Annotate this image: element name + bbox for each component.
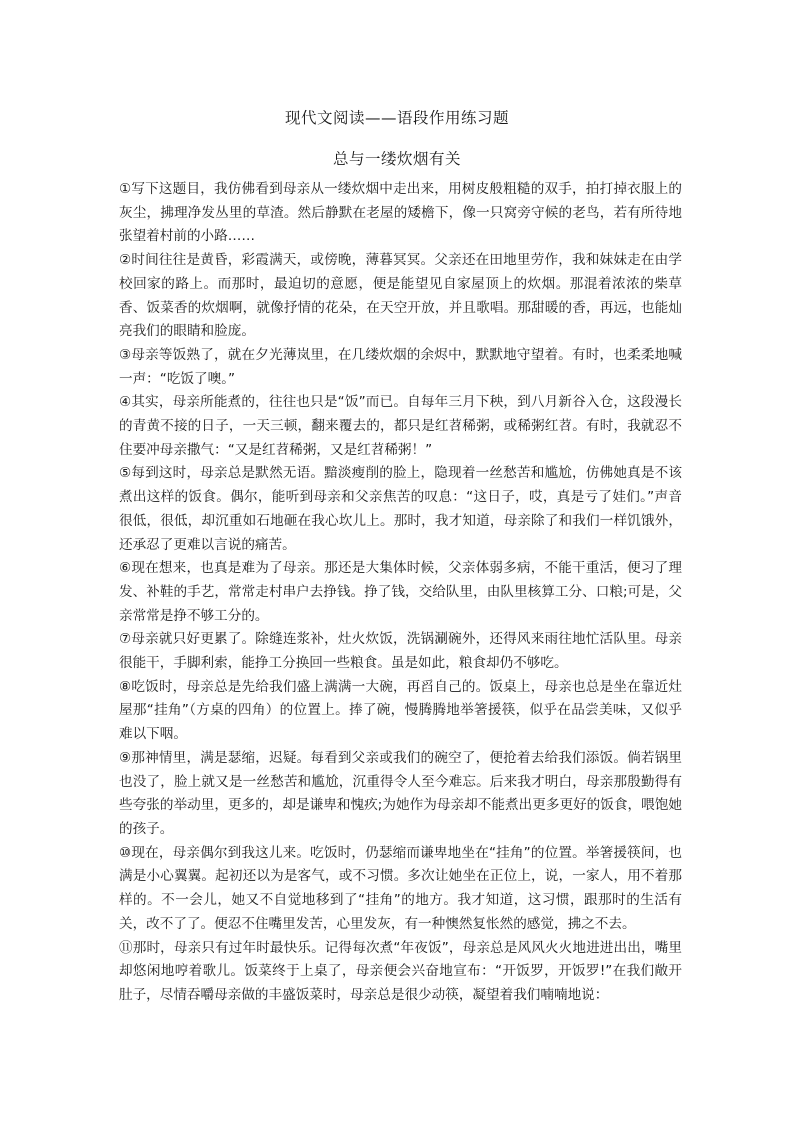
paragraph-1: ①写下这题目，我仿佛看到母亲从一缕炊烟中走出来，用树皮般粗糙的双手，拍打掉衣服上的灰尘，拂理净发丛里的草渣。然后静默在老屋的矮檐下，像一只窝旁守候的老鸟，若有所待地张望着村前的小路……	[119, 181, 682, 245]
paragraph-11: ⑪那时，母亲只有过年时最快乐。记得每次煮“年夜饭”，母亲总是风风火火地进进出出，嘴里却悠闲地哼着歌儿。饭菜终于上桌了，母亲便会兴奋地宣布：“开饭罗，开饭罗!”在我们敞开肚子，尽情吞嚼母亲做的丰盛饭菜时，母亲总是很少动筷，凝望着我们喃喃地说：	[119, 939, 682, 1003]
paragraph-3: ③母亲等饭熟了，就在夕光薄岚里，在几缕炊烟的余烬中，默默地守望着。有时，也柔柔地喊一声：“吃饭了噢。”	[119, 346, 682, 387]
paragraph-10: ⑩现在，母亲偶尔到我这儿来。吃饭时，仍瑟缩而谦卑地坐在“挂角”的位置。举箸援筷间，也满是小心翼翼。起初还以为是客气，或不习惯。多次让她坐在正位上，说，一家人，用不着那样的。不一会儿，她又不自觉地移到了“挂角”的地方。我才知道，这习惯，跟那时的生活有关，改不了了。便忍不住嘴里发苦，心里发灰，有一种懊然复怅然的感觉，拂之不去。	[119, 844, 682, 932]
document-title: 现代文阅读——语段作用练习题	[284, 109, 509, 127]
paragraph-7: ⑦母亲就只好更累了。除缝连浆补，灶火炊饭，洗锅涮碗外，还得风来雨往地忙活队里。母亲很能干，手脚利索，能挣工分换回一些粮食。虽是如此，粮食却仍不够吃。	[119, 631, 682, 672]
paragraph-9: ⑨那神情里，满是瑟缩，迟疑。每看到父亲或我们的碗空了，便抢着去给我们添饭。倘若锅里也没了，脸上就又是一丝愁苦和尴尬，沉重得令人至今难忘。后来我才明白，母亲那殷勤得有些夸张的举动里，更多的，却是谦卑和愧疚;为她作为母亲却不能煮出更多更好的饭食，喂饱她的孩子。	[119, 749, 682, 837]
paragraph-6: ⑥现在想来，也真是难为了母亲。那还是大集体时候，父亲体弱多病，不能干重活，便习了理发、补鞋的手艺，常常走村串户去挣钱。挣了钱，交给队里，由队里核算工分、口粮;可是，父亲常常是挣不够工分的。	[119, 560, 682, 624]
paragraph-2: ②时间往往是黄昏，彩霞满天，或傍晚，薄暮冥冥。父亲还在田地里劳作，我和妹妹走在由学校回家的路上。而那时，最迫切的意愿，便是能望见自家屋顶上的炊烟。那混着浓浓的柴草香、饭菜香的炊烟啊，就像抒情的花朵，在天空开放，并且歌唱。那甜暖的香，再远，也能灿亮我们的眼睛和脸庞。	[119, 252, 682, 340]
essay-body	[119, 178, 682, 1008]
paragraph-5: ⑤每到这时，母亲总是默然无语。黯淡瘦削的脸上，隐现着一丝愁苦和尴尬，仿佛她真是不该煮出这样的饭食。偶尔，能听到母亲和父亲焦苦的叹息：“这日子，哎，真是亏了娃们。”声音很低，很低，却沉重如石地砸在我心坎儿上。那时，我才知道，母亲除了和我们一样饥饿外，还承忍了更难以言说的痛苦。	[119, 465, 682, 553]
paragraph-4: ④其实，母亲所能煮的，往往也只是“饭”而已。自每年三月下秧，到八月新谷入仓，这段漫长的青黄不接的日子，一天三顿，翻来覆去的，都只是红苕稀粥，或稀粥红苕。有时，我就忍不住要冲母亲撒气：“又是红苕稀粥，又是红苕稀粥！”	[119, 394, 682, 458]
essay-title: 总与一缕炊烟有关	[332, 150, 461, 168]
paragraph-8: ⑧吃饭时，母亲总是先给我们盛上满满一大碗，再舀自己的。饭桌上，母亲也总是坐在靠近灶屋那“挂角”（方桌的四角）的位置上。捧了碗，慢腾腾地举箸援筷，似乎在品尝美味，又似乎难以下咽。	[119, 678, 682, 743]
